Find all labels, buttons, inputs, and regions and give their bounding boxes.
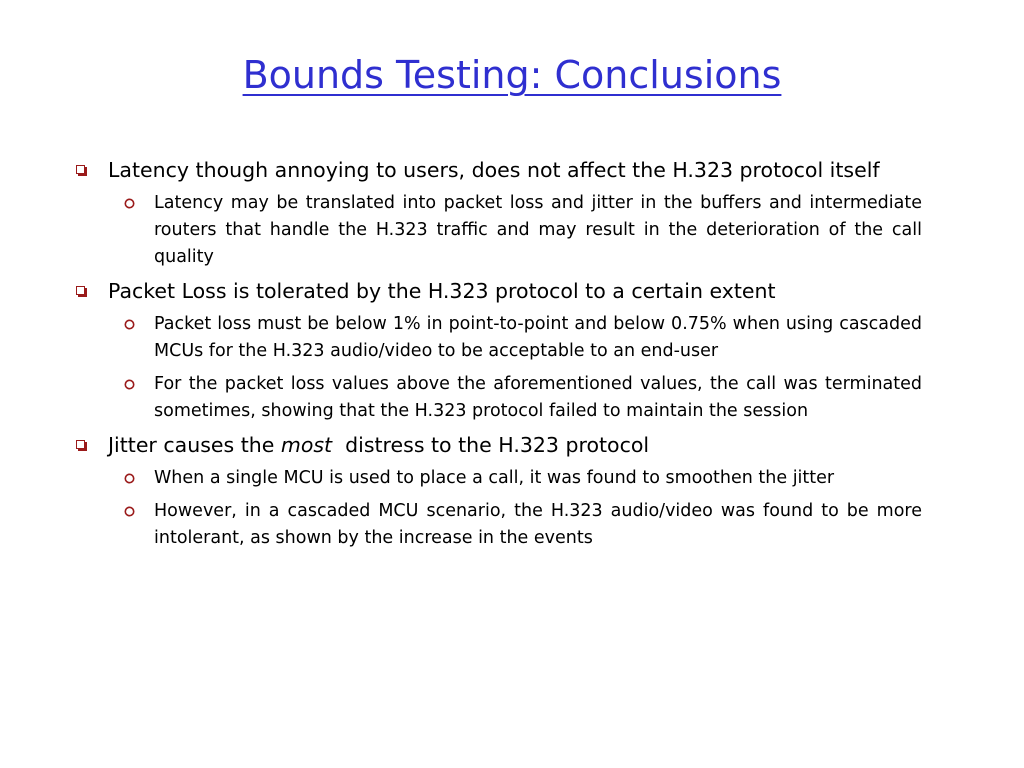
- sub-bullet-item: [154, 190, 922, 271]
- circle-bullet-icon: [124, 506, 135, 517]
- bullet-text: Packet Loss is tolerated by the H.323 protocol to a certain extent: [108, 279, 776, 303]
- sub-bullet-text: When a single MCU is used to place a call, it was found to smoothen the jitter: [154, 468, 835, 488]
- sub-bullet-text: However, in a cascaded MCU scenario, the H.323 audio/video was found to be more intolerant, as shown by the increase in the events: [154, 501, 922, 548]
- square-bullet-icon: [76, 286, 85, 295]
- bullet-list: [76, 156, 922, 558]
- sub-bullet-text: For the packet loss values above the aforementioned values, the call was terminated sometimes, showing that the H.323 protocol failed to maintain the session: [154, 374, 922, 421]
- circle-bullet-icon: [124, 379, 135, 390]
- sub-bullet-text: Latency may be translated into packet loss and jitter in the buffers and intermediate routers that handle the H.323 traffic and may result in the deterioration of the call quality: [154, 193, 922, 267]
- bullet-text-emphasis: most: [280, 433, 333, 457]
- sub-bullet-item: [154, 498, 922, 552]
- circle-bullet-icon: [124, 473, 135, 484]
- bullet-text-end: distress to the H.323 protocol: [332, 433, 650, 457]
- sub-bullet-item: [154, 311, 922, 365]
- sub-bullet-text: Packet loss must be below 1% in point-to-point and below 0.75% when using cascaded MCUs for the H.323 audio/video to be acceptable to an end-user: [154, 314, 922, 361]
- sub-bullet-item: [154, 465, 922, 492]
- circle-bullet-icon: [124, 319, 135, 330]
- square-bullet-icon: [76, 440, 85, 449]
- slide-title: Bounds Testing: Conclusions: [242, 53, 782, 97]
- bullet-item: [76, 156, 922, 184]
- bullet-text-start: Jitter causes the: [108, 433, 281, 457]
- square-bullet-icon: [76, 165, 85, 174]
- bullet-text: Latency though annoying to users, does not affect the H.323 protocol itself: [108, 158, 880, 182]
- bullet-item: [76, 277, 922, 305]
- bullet-item: [76, 431, 922, 459]
- bullet-text: [108, 431, 922, 459]
- sub-bullet-item: [154, 371, 922, 425]
- circle-bullet-icon: [124, 198, 135, 209]
